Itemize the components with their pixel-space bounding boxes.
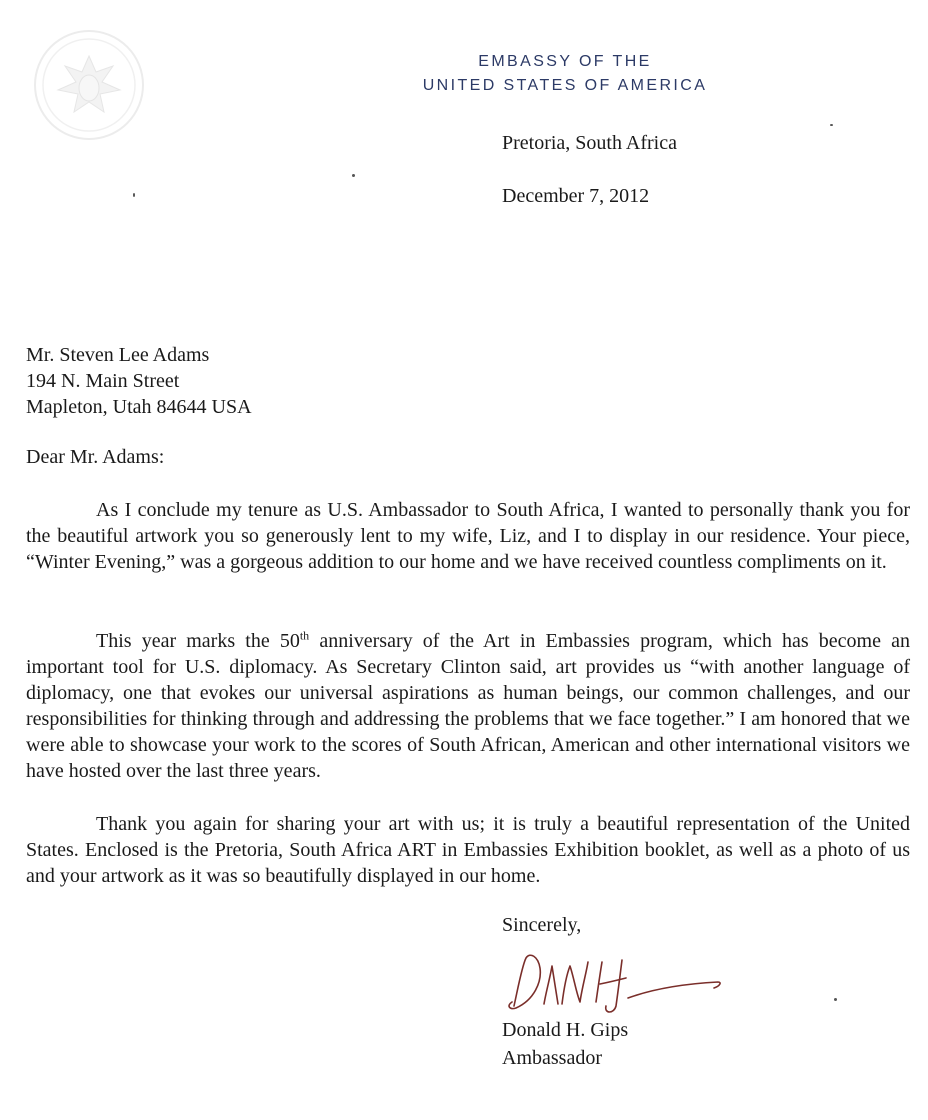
ordinal-suffix: th [299,628,310,643]
signer-name: Donald H. Gips [502,1019,629,1041]
letterhead-line-2: UNITED STATES OF AMERICA [422,77,708,94]
paper-speck [133,193,135,197]
body-paragraph-3: Thank you again for sharing your art with us; it is truly a beautiful representation of the United States. Enclosed is the Pretoria, South Africa ART in Embassies Exhibition booklet, as well as a photo of us and your artwork as it was so beautifully displayed in our home. [26,813,910,887]
handwritten-signature [500,948,730,1018]
letterhead [380,50,750,98]
paper-speck [352,174,355,177]
paper-speck [830,124,833,126]
closing: Sincerely, [502,914,582,936]
letter-date: December 7, 2012 [502,185,650,207]
letter-place: Pretoria, South Africa [502,132,677,154]
recipient-address [26,342,252,420]
paragraph-2-start: This year marks the 50 [96,630,300,652]
paragraph-2-rest: anniversary of the Art in Embassies program, which has become an important tool for U.S. diplomacy. As Secretary Clinton said, art provides us “with another language of diplomacy, one that evokes our universal aspirations as human beings, our common challenges, and our responsibilities for thinking through and addressing the problems that we face together.” I am honored that we were able to showcase your work to the scores of South African, American and other international visitors we have hosted over the last three years. [26,630,910,782]
signer-title: Ambassador [502,1047,602,1069]
paper-speck [834,998,837,1001]
embassy-seal-emboss [30,26,148,144]
salutation: Dear Mr. Adams: [26,446,165,468]
recipient-street: 194 N. Main Street [26,370,180,392]
signer-block [502,1016,628,1072]
letterhead-line-1: EMBASSY OF THE [478,53,652,70]
body-paragraph-1: As I conclude my tenure as U.S. Ambassador to South Africa, I wanted to personally thank you for the beautiful artwork you so generously lent to my wife, Liz, and I to display in our residence. Your piece, “Winter Evening,” was a gorgeous addition to our home and we have received countless compliments on it. [26,499,910,573]
recipient-name: Mr. Steven Lee Adams [26,344,210,366]
body-paragraph-2 [26,628,910,784]
recipient-city: Mapleton, Utah 84644 USA [26,396,252,418]
